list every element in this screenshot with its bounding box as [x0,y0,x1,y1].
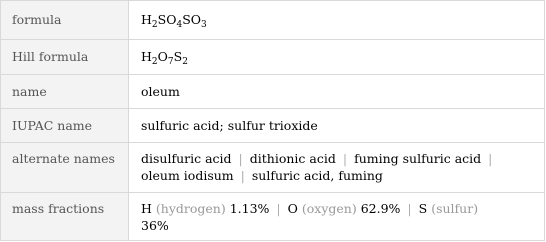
chemical-formula: $H_2O_7S_2$ [141,49,188,67]
row-mass-fractions [1,192,544,240]
row-name [1,74,544,108]
hill-formula-value [129,40,544,74]
separator: | [407,201,412,216]
mass-fraction: 62.9% [360,201,401,216]
row-alternate-names [1,142,544,192]
alternate-name: oleum iodisum [141,168,234,183]
row-hill-formula [1,39,544,74]
alternate-names-value [129,143,544,192]
element-name: (hydrogen) [155,201,226,216]
row-label: alternate names [1,143,129,192]
row-label: formula [1,1,129,39]
alternate-name: fuming sulfuric acid [354,151,482,166]
row-formula [1,1,544,39]
element-name: (oxygen) [301,201,357,216]
mass-fraction: 36% [141,218,169,233]
element-symbol: O [287,201,298,216]
alternate-name: disulfuric acid [141,151,232,166]
alternate-name: dithionic acid [249,151,336,166]
row-label: name [1,75,129,108]
alternate-name: sulfuric acid, fuming [251,168,383,183]
separator: | [240,168,245,183]
separator: | [238,151,243,166]
row-label: mass fractions [1,193,129,240]
row-label: IUPAC name [1,109,129,142]
element-name: (sulfur) [431,201,479,216]
separator: | [276,201,281,216]
element-symbol: S [418,201,428,216]
mass-fractions-value [129,193,544,240]
iupac-name-value: sulfuric acid; sulfur trioxide [141,118,318,133]
chemical-formula: $H_2SO_4SO_3$ [141,12,207,30]
row-iupac-name [1,108,544,142]
separator: | [488,151,493,166]
row-label: Hill formula [1,40,129,74]
name-value: oleum [141,84,180,99]
separator: | [342,151,348,166]
mass-fraction: 1.13% [229,201,270,216]
formula-value [129,1,544,39]
element-symbol: H [141,201,152,216]
